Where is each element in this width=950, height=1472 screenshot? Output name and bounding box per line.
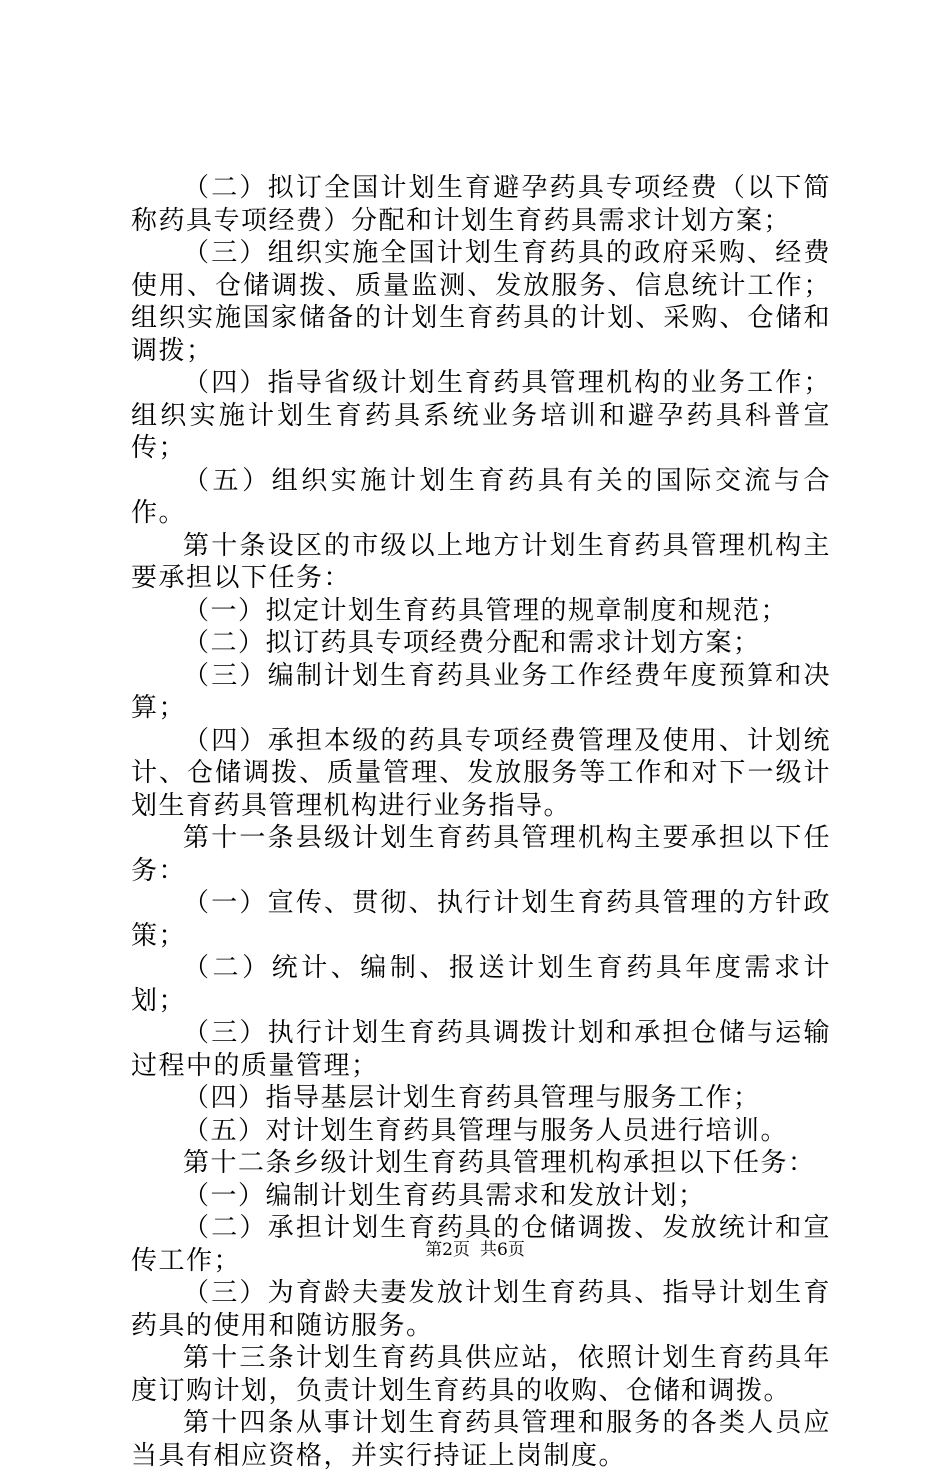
article-heading-paragraph: 第十二条乡级计划生育药具管理机构承担以下任务： bbox=[183, 1148, 816, 1178]
paragraph: （一）拟定计划生育药具管理的规章制度和规范； bbox=[183, 595, 789, 626]
paragraph: （三）组织实施全国计划生育药具的政府采购、经费使用、仓储调拨、质量监测、发放服务、信息统计工作；组织实施国家储备的计划生育药具的计划、采购、仓储和调拨； bbox=[131, 238, 831, 366]
paragraph: （二）拟订全国计划生育避孕药具专项经费（以下简称药具专项经费）分配和计划生育药具需求计划方案； bbox=[131, 173, 831, 236]
document-body bbox=[131, 172, 831, 1472]
paragraph: （三）编制计划生育药具业务工作经费年度预算和决算； bbox=[131, 660, 831, 723]
article-heading-paragraph: 第十四条从事计划生育药具管理和服务的各类人员应当具有相应资格，并实行持证上岗制度。 bbox=[131, 1408, 831, 1471]
paragraph: （三）执行计划生育药具调拨计划和承担仓储与运输过程中的质量管理； bbox=[131, 1018, 831, 1081]
paragraph: （二）统计、编制、报送计划生育药具年度需求计划； bbox=[131, 953, 831, 1016]
paragraph: （五）对计划生育药具管理与服务人员进行培训。 bbox=[183, 1115, 789, 1146]
page-number: 第2页 bbox=[425, 1240, 470, 1260]
page-footer bbox=[0, 1238, 950, 1262]
page-total: 共6页 bbox=[480, 1240, 525, 1260]
paragraph: （一）编制计划生育药具需求和发放计划； bbox=[183, 1180, 706, 1211]
paragraph: （四）指导省级计划生育药具管理机构的业务工作；组织实施计划生育药具系统业务培训和避孕药具科普宣传； bbox=[131, 368, 831, 463]
article-heading-paragraph: 第十一条县级计划生育药具管理机构主要承担以下任务： bbox=[131, 823, 831, 886]
paragraph: （四）指导基层计划生育药具管理与服务工作； bbox=[183, 1083, 761, 1113]
paragraph: （五）组织实施计划生育药具有关的国际交流与合作。 bbox=[131, 465, 831, 528]
article-heading-paragraph: 第十三条计划生育药具供应站，依照计划生育药具年度订购计划，负责计划生育药具的收购、仓储和调拨。 bbox=[131, 1343, 831, 1406]
article-heading-paragraph: 第十条设区的市级以上地方计划生育药具管理机构主要承担以下任务： bbox=[131, 530, 831, 593]
paragraph: （二）拟订药具专项经费分配和需求计划方案； bbox=[183, 628, 761, 658]
paragraph: （一）宣传、贯彻、执行计划生育药具管理的方针政策； bbox=[131, 888, 831, 951]
paragraph: （二）承担计划生育药具的仓储调拨、发放统计和宣传工作； bbox=[131, 1213, 831, 1276]
paragraph: （四）承担本级的药具专项经费管理及使用、计划统计、仓储调拨、质量管理、发放服务等工作和对下一级计划生育药具管理机构进行业务指导。 bbox=[131, 725, 831, 821]
paragraph: （三）为育龄夫妻发放计划生育药具、指导计划生育药具的使用和随访服务。 bbox=[131, 1278, 831, 1341]
